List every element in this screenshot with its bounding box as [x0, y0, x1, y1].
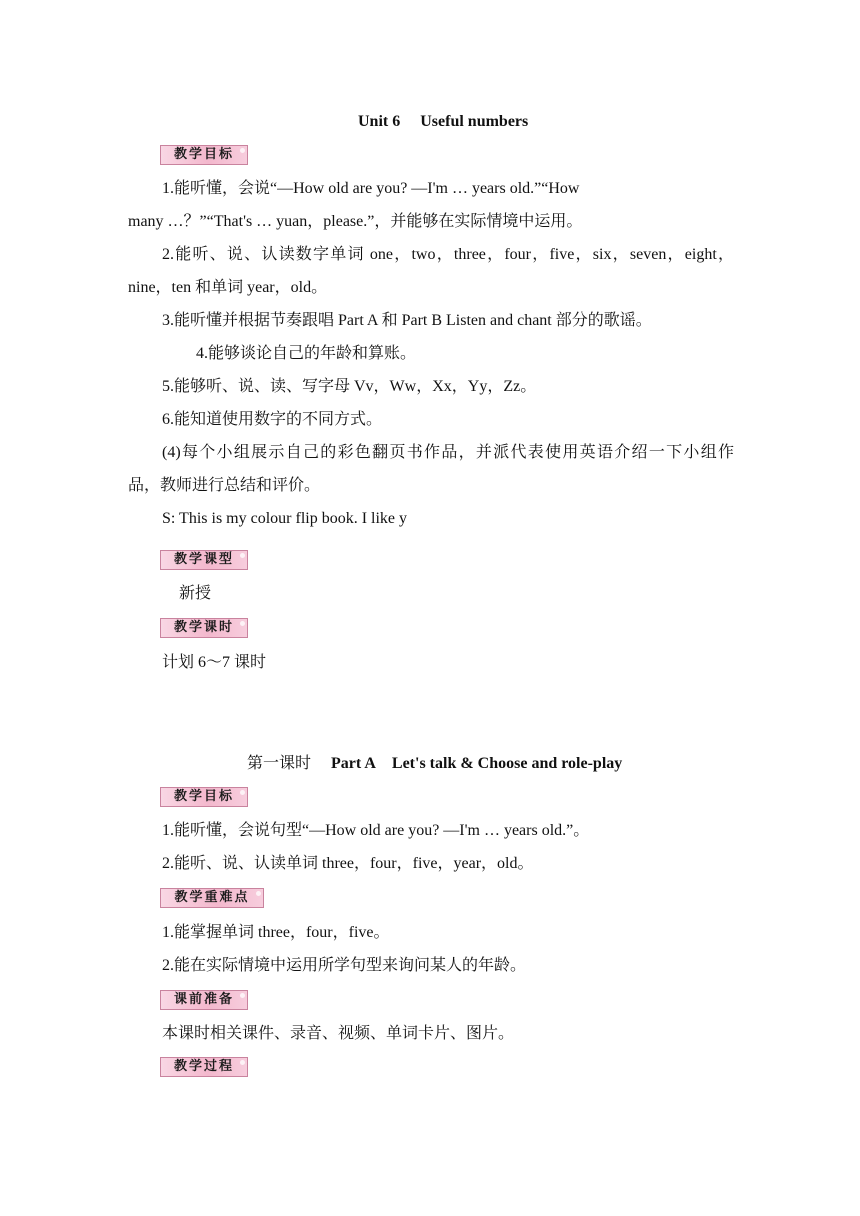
- lesson-type-value: 新授: [179, 585, 212, 602]
- lesson1-part: Part A: [331, 755, 376, 772]
- unit-name: Useful numbers: [420, 113, 529, 130]
- unit-number: Unit 6: [358, 113, 401, 130]
- lesson1-objectives: [128, 814, 734, 880]
- periods-label: 教学课时: [160, 618, 248, 638]
- lesson1-heading: [247, 754, 622, 773]
- unit-heading: [358, 112, 528, 131]
- lesson1-objectives-label: 教学目标: [160, 787, 248, 807]
- objective-4: 4.能够谈论自己的年龄和算账。: [196, 345, 417, 362]
- unit-objectives: [128, 172, 734, 535]
- objective-1-line-1: 1.能听懂，会说“—How old are you? —I'm … years old.”“How: [162, 180, 580, 197]
- lesson1-key-points: [128, 916, 734, 982]
- lesson1-objective-2: 2.能听、说、认读单词 three，four，five，year，old。: [162, 855, 534, 872]
- procedure-label: 教学过程: [160, 1057, 248, 1077]
- lesson1-objective-1: 1.能听懂，会说句型“—How old are you? —I'm … years old.”。: [162, 822, 590, 839]
- preparation-text: 本课时相关课件、录音、视频、单词卡片、图片。: [162, 1025, 515, 1042]
- key-point-1: 1.能掌握单词 three，four，five。: [162, 924, 390, 941]
- lesson1-name: Let's talk & Choose and role-play: [391, 755, 623, 772]
- objective-8: S: This is my colour flip book. I like y: [162, 510, 408, 527]
- objective-5: 5.能够听、说、读、写字母 Vv，Ww，Xx，Yy，Zz。: [162, 378, 537, 395]
- objectives-label: 教学目标: [160, 145, 248, 165]
- objective-1-line-2: many …？”“That's … yuan，please.”，并能够在实际情境中运用。: [128, 213, 583, 230]
- key-point-2: 2.能在实际情境中运用所学句型来询问某人的年龄。: [162, 957, 527, 974]
- preparation-label: 课前准备: [160, 990, 248, 1010]
- objective-7-line-2: 品，教师进行总结和评价。: [128, 477, 321, 494]
- key-points-label: 教学重难点: [160, 888, 264, 908]
- periods-value: 计划 6～7 课时: [162, 654, 267, 671]
- objective-3: 3.能听懂并根据节奏跟唱 Part A 和 Part B Listen and chant 部分的歌谣。: [162, 312, 652, 329]
- objective-2-line-2: nine，ten 和单词 year，old。: [128, 279, 328, 296]
- lesson-type-label: 教学课型: [160, 550, 248, 570]
- objective-6: 6.能知道使用数字的不同方式。: [162, 411, 383, 428]
- objective-7-line-1: (4)每个小组展示自己的彩色翻页书作品，并派代表使用英语介绍一下小组作: [162, 444, 734, 461]
- lesson1-period: 第一课时: [247, 755, 312, 772]
- objective-2-line-1: 2.能听、说、认读数字单词 one，two，three，four，five，six，seven，eight，: [162, 246, 734, 263]
